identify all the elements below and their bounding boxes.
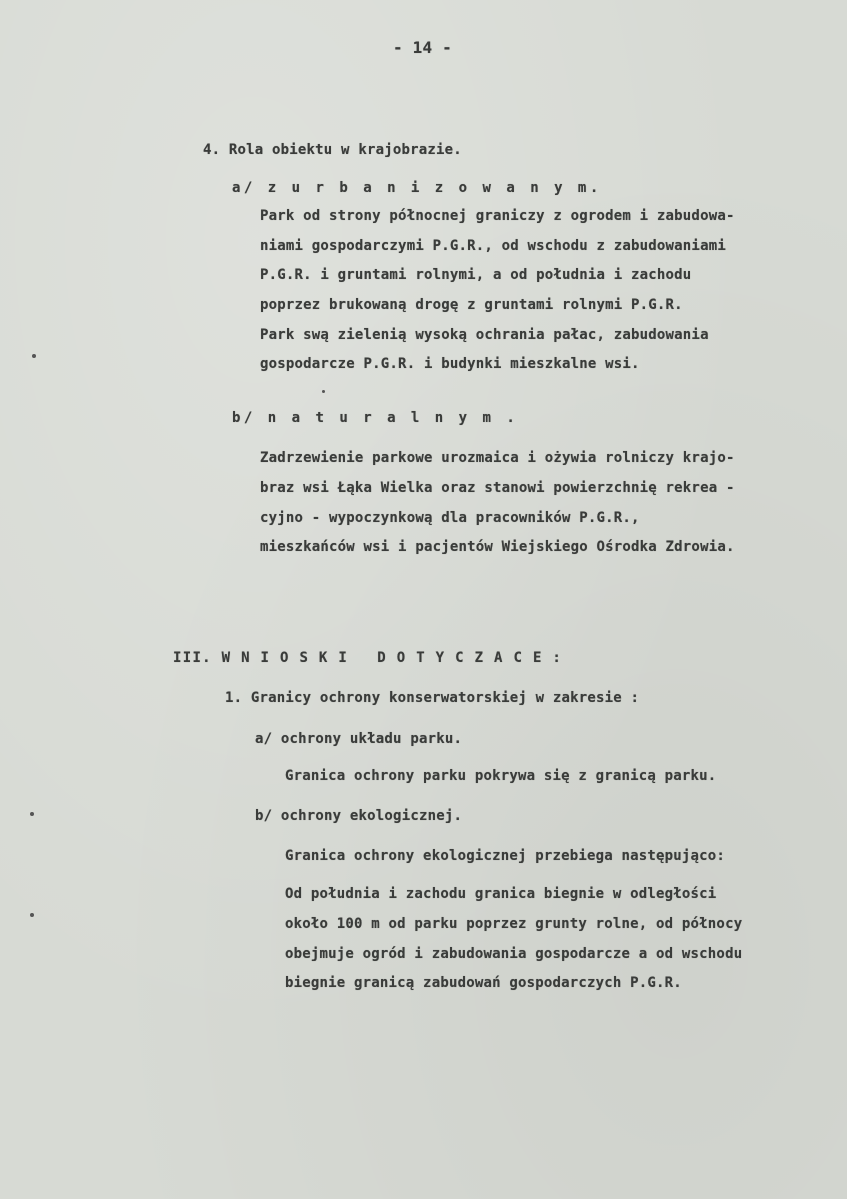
paragraph-line: mieszkańców wsi i pacjentów Wiejskiego Ośrodka Zdrowia. [260,539,735,555]
binder-hole-mark [30,913,34,917]
paragraph-line: P.G.R. i gruntami rolnymi, a od południa i zachodu [260,267,692,283]
paragraph-line: obejmuje ogród i zabudowania gospodarcze a od wschodu [285,946,743,962]
paragraph-line: Park od strony północnej graniczy z ogrodem i zabudowa- [260,208,735,224]
item-1-heading: 1. Granicy ochrony konserwatorskiej w zakresie : [225,690,640,706]
paragraph-line: niami gospodarczymi P.G.R., od wschodu z zabudowaniami [260,238,726,254]
paragraph-line: cyjno - wypoczynkową dla pracowników P.G.R., [260,510,640,526]
section-III-heading: III. W N I O S K I D O T Y C Z A C E : [173,650,563,666]
binder-hole-mark [32,354,36,358]
subsection-a-urbanized-label: a/ z u r b a n i z o w a n y m. [232,180,602,196]
paragraph-line: Zadrzewienie parkowe urozmaica i ożywia rolniczy krajo- [260,450,735,466]
paragraph-line: Granica ochrony parku pokrywa się z granicą parku. [285,768,717,784]
paragraph-line: braz wsi Łąka Wielka oraz stanowi powierzchnię rekrea - [260,480,735,496]
paragraph-line: około 100 m od parku poprzez grunty rolne, od północy [285,916,743,932]
ink-speck [322,390,325,393]
paragraph-line: biegnie granicą zabudowań gospodarczych P.G.R. [285,975,682,991]
binder-hole-mark [30,812,34,816]
paragraph-line: Park swą zielenią wysoką ochrania pałac, zabudowania [260,327,709,343]
subsection-b-natural-label: b/ n a t u r a l n y m . [232,410,519,426]
page-number: - 14 - [393,38,452,57]
section-4-heading: 4. Rola obiektu w krajobrazie. [203,142,462,158]
paragraph-line: gospodarcze P.G.R. i budynki mieszkalne wsi. [260,356,640,372]
subsection-b-label: b/ ochrony ekologicznej. [255,808,463,824]
paragraph-line: Od południa i zachodu granica biegnie w odległości [285,886,717,902]
subsection-a-label: a/ ochrony układu parku. [255,731,463,747]
paragraph-line: poprzez brukowaną drogę z gruntami rolnymi P.G.R. [260,297,683,313]
paragraph-line: Granica ochrony ekologicznej przebiega następująco: [285,848,726,864]
